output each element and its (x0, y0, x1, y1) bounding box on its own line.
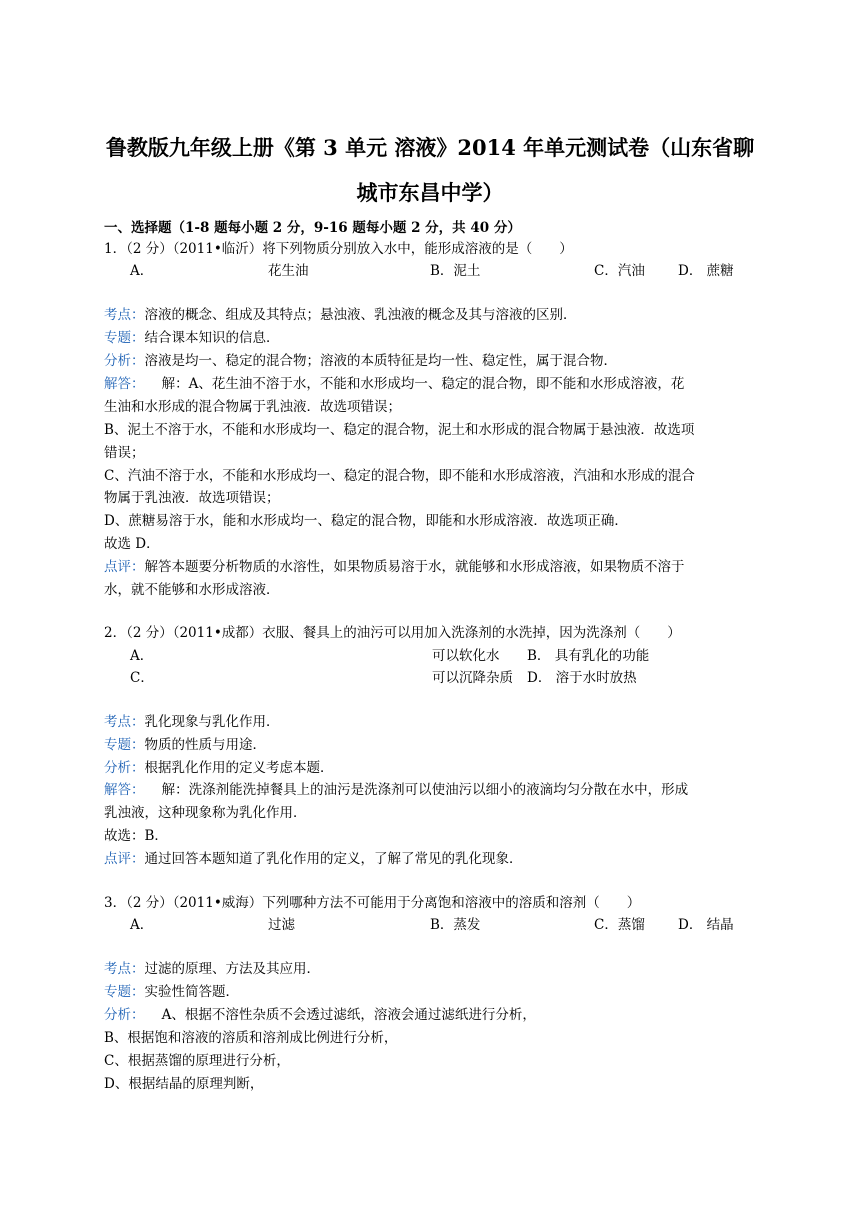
q1-jieda-line-1: 解：A、花生油不溶于水，不能和水形成均一、稳定的混合物，即不能和水形成溶液，花 (144, 376, 685, 392)
q1-jieda-line-7: D、蔗糖易溶于水，能和水形成均一、稳定的混合物，即能和水形成溶液．故选项正确． (104, 513, 628, 529)
q1-option-a-text: 花生油 (268, 263, 309, 279)
section-heading: 一、选择题（1-8 题每小题 2 分，9-16 题每小题 2 分，共 40 分） (104, 220, 521, 236)
q1-option-c: C．汽油 (594, 263, 645, 279)
q1-jieda-line-3: B、泥土不溶于水，不能和水形成均一、稳定的混合物，泥土和水形成的混合物属于悬浊液．故选项 (104, 422, 695, 438)
zhuanti-label: 专题： (104, 737, 145, 753)
q2-option-d: D． 溶于水时放热 (527, 670, 637, 686)
q1-option-b: B．泥土 (430, 263, 481, 279)
q2-fenxi-text: 根据乳化作用的定义考虑本题． (144, 760, 334, 776)
q2-jieda-line-2: 乳浊液，这种现象称为乳化作用． (104, 805, 307, 821)
q2-kaodian-text: 乳化现象与乳化作用． (144, 714, 280, 730)
zhuanti-label: 专题： (104, 330, 145, 346)
q1-jieda-line-2: 生油和水形成的混合物属于乳浊液．故选项错误； (104, 399, 401, 415)
q1-jieda (104, 373, 764, 395)
q2-dianping (104, 848, 764, 870)
zhuanti-label: 专题： (104, 984, 145, 1000)
q1-jieda-line-4: 错误； (104, 445, 145, 461)
question-3-stem: 3．（2 分）（2011•威海）下列哪种方法不可能用于分离饱和溶液中的溶质和溶剂（ ） (104, 895, 641, 911)
q3-kaodian-text: 过滤的原理、方法及其应用． (144, 961, 320, 977)
q1-kaodian-text: 溶液的概念、组成及其特点；悬浊液、乳浊液的概念及其与溶液的区别． (144, 307, 577, 323)
q3-zhuanti-text: 实验性简答题． (144, 984, 239, 1000)
q2-jieda-line-3: 故选：B． (104, 828, 168, 844)
dianping-label: 点评： (104, 851, 145, 867)
q1-jieda-line-5: C、汽油不溶于水，不能和水形成均一、稳定的混合物，即不能和水形成溶液，汽油和水形成的混合 (104, 468, 695, 484)
dianping-label: 点评： (104, 559, 145, 575)
q1-jieda-line-8: 故选 D． (104, 536, 160, 552)
q3-option-a-text: 过滤 (268, 917, 295, 933)
q1-option-a-key: A． (130, 263, 154, 279)
question-2-stem: 2．（2 分）（2011•成都）衣服、餐具上的油污可以用加入洗涤剂的水洗掉，因为洗涤剂（ ） (104, 625, 681, 641)
fenxi-label: 分析： (104, 760, 145, 776)
q1-zhuanti-text: 结合课本知识的信息． (144, 330, 280, 346)
q2-zhuanti (104, 734, 764, 756)
q3-option-d: D． 结晶 (678, 917, 734, 933)
q3-fenxi-line-4: D、根据结晶的原理判断， (104, 1076, 264, 1092)
fenxi-label: 分析： (104, 1007, 145, 1023)
q2-option-a-key: A． (130, 648, 154, 664)
q2-jieda-line-1: 解：洗涤剂能洗掉餐具上的油污是洗涤剂可以使油污以细小的液滴均匀分散在水中，形成 (144, 782, 689, 798)
q2-dianping-text: 通过回答本题知道了乳化作用的定义，了解了常见的乳化现象． (144, 851, 523, 867)
q1-fenxi (104, 350, 764, 372)
q1-dianping (104, 556, 764, 578)
q1-jieda-line-6: 物属于乳浊液．故选项错误； (104, 490, 280, 506)
kaodian-label: 考点： (104, 961, 145, 977)
q3-kaodian (104, 958, 764, 980)
q2-jieda (104, 779, 764, 801)
q2-option-b: B． 具有乳化的功能 (527, 648, 650, 664)
q1-fenxi-text: 溶液是均一、稳定的混合物；溶液的本质特征是均一性、稳定性，属于混合物． (144, 353, 617, 369)
q3-fenxi-line-1: A、根据不溶性杂质不会透过滤纸，溶液会通过滤纸进行分析， (144, 1007, 536, 1023)
q2-option-a-text: 可以软化水 (432, 648, 500, 664)
q2-option-c-text: 可以沉降杂质 (432, 670, 513, 686)
q3-option-c: C．蒸馏 (594, 917, 645, 933)
kaodian-label: 考点： (104, 307, 145, 323)
q3-fenxi-line-2: B、根据饱和溶液的溶质和溶剂成比例进行分析， (104, 1030, 398, 1046)
q2-kaodian (104, 711, 764, 733)
q1-option-d: D． 蔗糖 (678, 263, 734, 279)
q1-dianping-line-2: 水，就不能够和水形成溶液． (104, 582, 280, 598)
page-title-line-2: 城市东昌中学） (356, 180, 504, 205)
q2-zhuanti-text: 物质的性质与用途． (144, 737, 266, 753)
q3-fenxi (104, 1004, 764, 1026)
q3-fenxi-line-3: C、根据蒸馏的原理进行分析， (104, 1053, 290, 1069)
q1-kaodian (104, 304, 764, 326)
jieda-label: 解答： (104, 782, 145, 798)
page-title-line-1: 鲁教版九年级上册《第 3 单元 溶液》2014 年单元测试卷（山东省聊 (105, 135, 755, 160)
q2-option-c-key: C． (130, 670, 154, 686)
fenxi-label: 分析： (104, 353, 145, 369)
q3-option-a-key: A． (130, 917, 154, 933)
q3-zhuanti (104, 981, 764, 1003)
q1-zhuanti (104, 327, 764, 349)
kaodian-label: 考点： (104, 714, 145, 730)
q2-fenxi (104, 757, 764, 779)
question-1-stem: 1．（2 分）（2011•临沂）将下列物质分别放入水中，能形成溶液的是（ ） (104, 241, 573, 257)
jieda-label: 解答： (104, 376, 145, 392)
q3-option-b: B．蒸发 (430, 917, 481, 933)
q1-dianping-text: 解答本题要分析物质的水溶性，如果物质易溶于水，就能够和水形成溶液，如果物质不溶于 (144, 559, 685, 575)
